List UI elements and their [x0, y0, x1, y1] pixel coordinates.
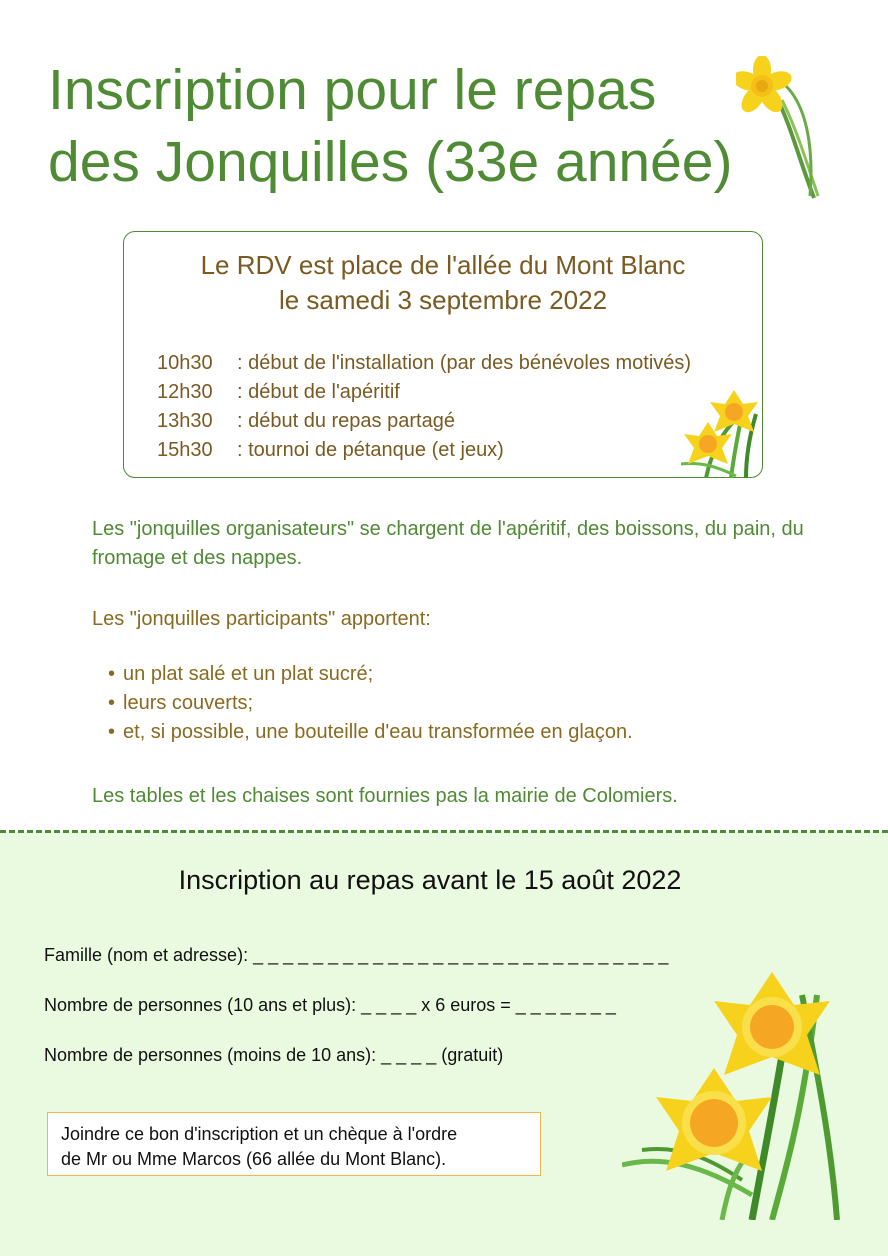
schedule-item	[157, 407, 691, 436]
schedule-text: : début de l'installation (par des bénévoles motivés)	[237, 352, 692, 374]
schedule-time: 13h30	[157, 410, 213, 432]
schedule-item	[157, 436, 691, 465]
note-line-2: de Mr ou Mme Marcos (66 allée du Mont Blanc).	[61, 1149, 447, 1169]
rdv-date: le samedi 3 septembre 2022	[278, 285, 608, 315]
title-line-1: Inscription pour le repas	[48, 58, 657, 122]
schedule-list	[157, 349, 691, 465]
schedule-text: : début de l'apéritif	[237, 381, 400, 403]
rdv-heading	[124, 248, 762, 318]
page-title	[48, 54, 808, 198]
schedule-text: : tournoi de pétanque (et jeux)	[237, 439, 504, 461]
daffodil-pair-icon	[676, 384, 764, 478]
tables-text: Les tables et les chaises sont fournies pas la mairie de Colomiers.	[92, 785, 678, 807]
list-item: • un plat salé et un plat sucré;	[108, 660, 633, 689]
schedule-item	[157, 349, 691, 378]
schedule-time: 12h30	[157, 381, 213, 403]
note-line-1: Joindre ce bon d'inscription et un chèque à l'ordre	[61, 1124, 458, 1144]
list-item: • leurs couverts;	[108, 689, 633, 718]
participants-list	[108, 660, 633, 747]
daffodil-bouquet-icon	[622, 965, 844, 1220]
rdv-location: Le RDV est place de l'allée du Mont Blanc	[200, 250, 686, 280]
participants-intro: Les "jonquilles participants" apportent:	[92, 608, 431, 630]
schedule-text: : début du repas partagé	[237, 410, 455, 432]
schedule-time: 10h30	[157, 352, 213, 374]
list-item: • et, si possible, une bouteille d'eau transformée en glaçon.	[108, 718, 633, 747]
title-line-2: des Jonquilles (33e année)	[48, 130, 733, 194]
organisateurs-text: Les "jonquilles organisateurs" se chargent de l'apéritif, des boissons, du pain, du fromage et des nappes.	[92, 518, 804, 569]
daffodil-icon-top	[736, 56, 824, 202]
rdv-box	[123, 231, 763, 478]
enfants-field[interactable]: Nombre de personnes (moins de 10 ans): _ _ _ _ (gratuit)	[44, 1045, 504, 1065]
famille-field[interactable]: Famille (nom et adresse): _ _ _ _ _ _ _ _ _ _ _ _ _ _ _ _ _ _ _ _ _ _ _ _ _ _ _ _	[44, 945, 669, 965]
schedule-time: 15h30	[157, 439, 213, 461]
payment-note	[47, 1112, 541, 1176]
adultes-field[interactable]: Nombre de personnes (10 ans et plus): _ _ _ _ x 6 euros = _ _ _ _ _ _ _	[44, 995, 616, 1015]
schedule-item	[157, 378, 691, 407]
cut-line-divider	[0, 830, 888, 833]
form-title: Inscription au repas avant le 15 août 2022	[178, 865, 682, 895]
